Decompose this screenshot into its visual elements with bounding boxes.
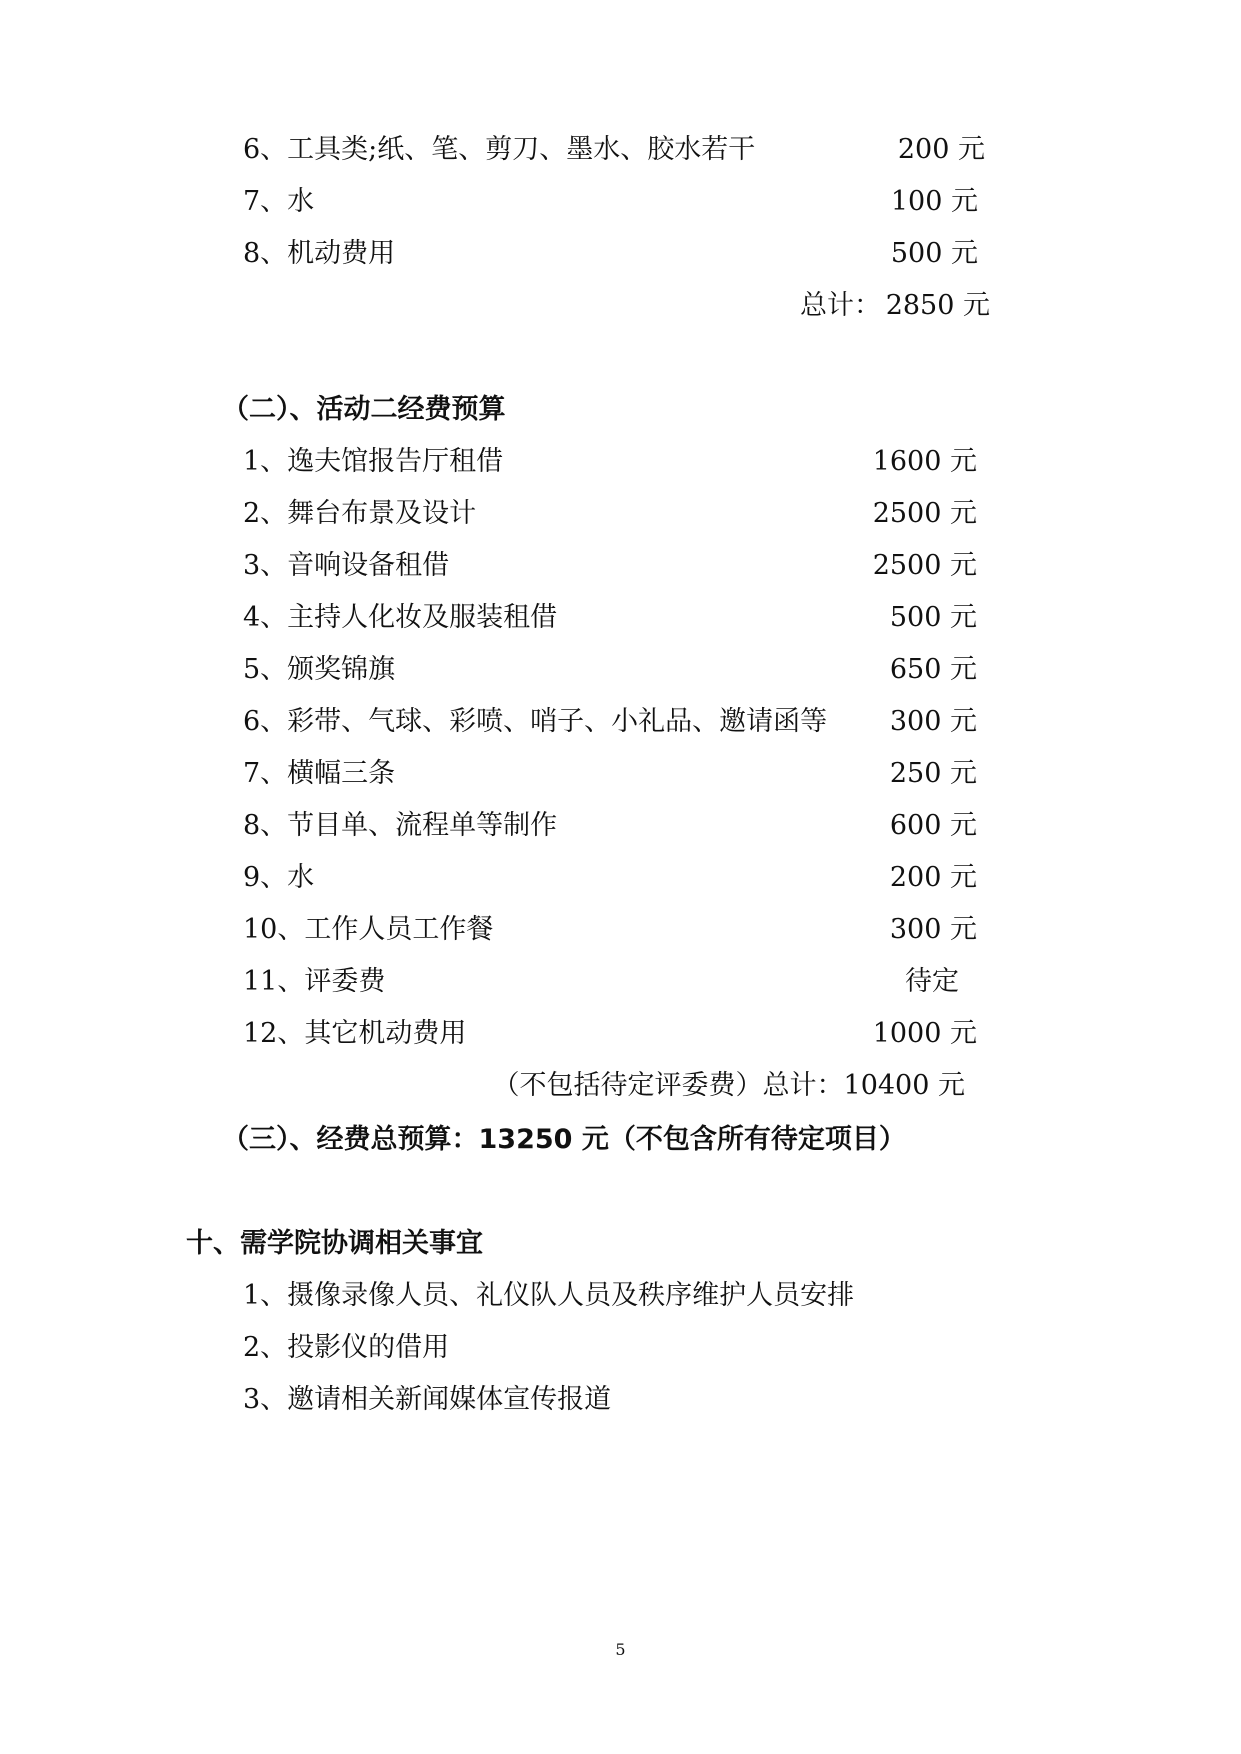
budget-item-label: 12、其它机动费用 bbox=[243, 1018, 467, 1049]
list-item: 1、摄像录像人员、礼仪队人员及秩序维护人员安排 bbox=[243, 1280, 855, 1311]
budget-item-amount: 2500 元 bbox=[872, 550, 977, 581]
section1-total-amount: 2850 元 bbox=[885, 290, 990, 321]
page-number: 5 bbox=[615, 1640, 626, 1659]
budget-item-label: 1、逸夫馆报告厅租借 bbox=[243, 446, 504, 477]
budget-item-label: 8、节目单、流程单等制作 bbox=[243, 810, 558, 841]
budget-item-amount: 300 元 bbox=[889, 914, 977, 945]
budget-item-label: 9、水 bbox=[243, 862, 315, 893]
budget-item-amount: 500 元 bbox=[889, 602, 977, 633]
budget-item-amount: 650 元 bbox=[889, 654, 977, 685]
section2-total: （不包括待定评委费）总计：10400 元 bbox=[492, 1070, 965, 1101]
budget-item-label: 3、音响设备租借 bbox=[243, 550, 450, 581]
budget-item-amount: 1600 元 bbox=[872, 446, 977, 477]
budget-item-amount: 200 元 bbox=[889, 862, 977, 893]
budget-item-amount: 250 元 bbox=[889, 758, 977, 789]
budget-item-label: 5、颁奖锦旗 bbox=[243, 654, 396, 685]
budget-item-label: 6、彩带、气球、彩喷、哨子、小礼品、邀请函等 bbox=[243, 706, 828, 737]
list-item: 2、投影仪的借用 bbox=[243, 1332, 450, 1363]
budget-item-label: 10、工作人员工作餐 bbox=[243, 914, 494, 945]
budget-item-label: 4、主持人化妆及服装租借 bbox=[243, 602, 558, 633]
budget-item-amount: 1000 元 bbox=[872, 1018, 977, 1049]
budget-item-amount: 待定 bbox=[905, 966, 959, 997]
budget-item-amount: 600 元 bbox=[889, 810, 977, 841]
budget-item-label: 7、水 bbox=[243, 186, 315, 217]
budget-item-label: 8、机动费用 bbox=[243, 238, 396, 269]
budget-item-label: 11、评委费 bbox=[243, 966, 386, 997]
section3-heading: （三）、经费总预算：13250 元（不包含所有待定项目） bbox=[222, 1124, 906, 1155]
budget-item-label: 2、舞台布景及设计 bbox=[243, 498, 477, 529]
budget-item-amount: 300 元 bbox=[889, 706, 977, 737]
budget-item-label: 6、工具类;纸、笔、剪刀、墨水、胶水若干 bbox=[243, 134, 756, 165]
budget-item-amount: 2500 元 bbox=[872, 498, 977, 529]
budget-item-label: 7、横幅三条 bbox=[243, 758, 396, 789]
budget-item-amount: 200 元 bbox=[897, 134, 985, 165]
list-item: 3、邀请相关新闻媒体宣传报道 bbox=[243, 1384, 612, 1415]
budget-item-amount: 100 元 bbox=[890, 186, 978, 217]
section1-total-label: 总计： bbox=[800, 290, 881, 321]
section10-heading: 十、需学院协调相关事宜 bbox=[186, 1228, 483, 1259]
section2-heading: （二）、活动二经费预算 bbox=[222, 394, 506, 425]
budget-item-amount: 500 元 bbox=[890, 238, 978, 269]
